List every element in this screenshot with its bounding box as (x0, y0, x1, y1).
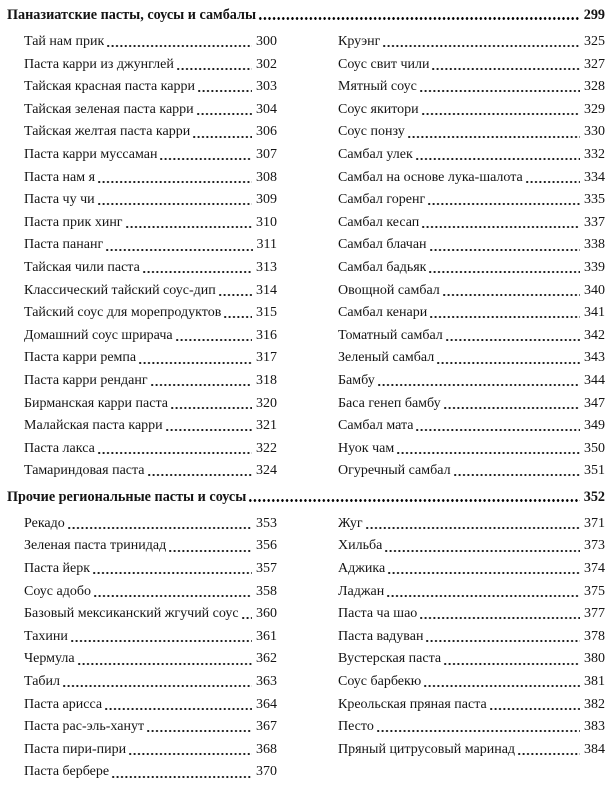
dot-leader (128, 739, 252, 762)
toc-entry-title: Базовый мексиканский жгучий соус (24, 606, 239, 622)
dot-leader (396, 438, 580, 461)
toc-entry-title: Самбал блачан (338, 237, 427, 253)
dot-leader (165, 415, 252, 438)
dot-leader (386, 581, 580, 604)
toc-entry[interactable] (338, 167, 605, 190)
toc-entry[interactable] (24, 716, 277, 739)
toc-column-left (24, 513, 277, 784)
toc-entry-title: Самбал улек (338, 146, 413, 162)
dot-leader (67, 513, 252, 536)
toc-entry-title: Мятный соус (338, 79, 417, 95)
toc-entry-title: Тайский соус для морепродуктов (24, 305, 222, 321)
toc-entry[interactable] (24, 302, 277, 325)
dot-leader (377, 370, 580, 393)
dot-leader (517, 739, 580, 762)
toc-entry-title: Песто (338, 719, 374, 735)
toc-columns (7, 513, 605, 784)
toc-entry-title: Домашний соус шрирача (24, 327, 173, 343)
toc-entry[interactable] (338, 694, 605, 717)
toc-entry[interactable] (24, 535, 277, 558)
toc-entry-title: Тамариндовая паста (24, 463, 145, 479)
toc-entry[interactable] (338, 189, 605, 212)
toc-entry[interactable] (24, 121, 277, 144)
toc-entry[interactable] (338, 393, 605, 416)
dot-leader (111, 761, 252, 784)
dot-leader (97, 189, 252, 212)
toc-entry-title: Рекадо (24, 515, 65, 531)
toc-entry-page: 343 (584, 350, 605, 366)
toc-entry[interactable] (338, 671, 605, 694)
toc-entry[interactable] (24, 167, 277, 190)
toc-entry-title: Зеленая паста тринидад (24, 538, 167, 554)
toc-entry[interactable] (338, 347, 605, 370)
toc-entry-title: Соус барбекю (338, 674, 422, 690)
toc-entry-page: 358 (256, 583, 277, 599)
toc-entry-title: Пряный цитрусовый маринад (338, 741, 516, 757)
toc-column-right (338, 31, 605, 483)
dot-leader (97, 438, 252, 461)
toc-section-page: 299 (583, 7, 605, 23)
toc-entry-page: 373 (584, 538, 605, 554)
dot-leader (436, 347, 580, 370)
toc-entry-page: 367 (256, 719, 277, 735)
toc-entry[interactable] (24, 739, 277, 762)
dot-leader (93, 581, 252, 604)
toc-entry-page: 370 (256, 764, 277, 780)
toc-entry[interactable] (338, 370, 605, 393)
dot-leader (428, 257, 580, 280)
toc-entry[interactable] (338, 648, 605, 671)
dot-leader (453, 460, 580, 483)
toc-entry-page: 362 (256, 651, 277, 667)
toc-entry[interactable] (24, 54, 277, 77)
toc-entry-title: Паста лакса (24, 440, 95, 456)
toc-entry-title: Паста пананг (24, 237, 104, 253)
dot-leader (421, 212, 580, 235)
toc-entry[interactable] (338, 415, 605, 438)
dot-leader (248, 485, 579, 509)
toc-entry-page: 308 (256, 169, 277, 185)
toc-entry-page: 310 (256, 214, 277, 230)
toc-entry-title: Тайская зеленая паста карри (24, 101, 194, 117)
toc-entry[interactable] (338, 603, 605, 626)
dot-leader (170, 393, 252, 416)
toc-entry-title: Тайская чили паста (24, 259, 140, 275)
toc-entry-title: Бирманская карри паста (24, 395, 168, 411)
toc-entry[interactable] (24, 370, 277, 393)
toc-entry-page: 324 (256, 463, 277, 479)
toc-entry-page: 361 (256, 628, 277, 644)
toc-entry-title: Паста вадуван (338, 628, 424, 644)
dot-leader (382, 31, 580, 54)
dot-leader (431, 54, 580, 77)
toc-section-header[interactable] (7, 3, 605, 27)
toc-entry-page: 349 (584, 418, 605, 434)
toc-entry-title: Паста карри муссаман (24, 146, 158, 162)
toc-entry[interactable] (338, 558, 605, 581)
dot-leader (150, 370, 252, 393)
toc-section (7, 3, 605, 483)
toc-entry-title: Самбал горенг (338, 192, 426, 208)
toc-entry-title: Соус свит чили (338, 56, 430, 72)
toc-entry-page: 341 (584, 305, 605, 321)
dot-leader (429, 302, 580, 325)
toc-entry-title: Чермула (24, 651, 75, 667)
toc-entry-title: Нуок чам (338, 440, 395, 456)
toc-entry[interactable] (24, 671, 277, 694)
toc-entry[interactable] (338, 99, 605, 122)
toc-entry-page: 314 (256, 282, 277, 298)
toc-entry-page: 347 (584, 395, 605, 411)
dot-leader (146, 716, 252, 739)
dot-leader (175, 325, 252, 348)
dot-leader (407, 121, 580, 144)
toc-entry-page: 344 (584, 372, 605, 388)
toc-entry-page: 360 (256, 606, 277, 622)
dot-leader (147, 460, 252, 483)
toc-entry[interactable] (338, 54, 605, 77)
toc-entry-title: Тахини (24, 628, 68, 644)
dot-leader (365, 513, 580, 536)
toc-entry[interactable] (24, 99, 277, 122)
dot-leader (106, 31, 252, 54)
toc-entry-page: 322 (256, 440, 277, 456)
toc-entry-title: Тай нам прик (24, 34, 105, 49)
dot-leader (427, 189, 580, 212)
toc-entry-page: 306 (256, 124, 277, 140)
toc-entry-page: 380 (584, 651, 605, 667)
toc-entry[interactable] (24, 415, 277, 438)
dot-leader (241, 603, 252, 626)
toc-entry-title: Аджика (338, 561, 386, 577)
toc-entry-page: 327 (584, 56, 605, 72)
dot-leader (384, 535, 580, 558)
toc-entry[interactable] (24, 144, 277, 167)
toc-entry[interactable] (24, 460, 277, 483)
toc-section (7, 485, 605, 784)
toc-entry[interactable] (24, 325, 277, 348)
dot-leader (104, 694, 252, 717)
toc-entry-page: 334 (584, 169, 605, 185)
toc-entry-title: Самбал мата (338, 418, 414, 434)
dot-leader (442, 280, 580, 303)
dot-leader (387, 558, 580, 581)
toc-entry-title: Малайская паста карри (24, 418, 163, 434)
dot-leader (415, 144, 580, 167)
toc-entry-title: Паста йерк (24, 561, 91, 577)
toc-entry[interactable] (24, 581, 277, 604)
toc-entry-title: Бамбу (338, 372, 375, 388)
dot-leader (223, 302, 252, 325)
toc-entry-page: 353 (256, 515, 277, 531)
toc-entry-title: Огуречный самбал (338, 463, 451, 479)
toc-entry[interactable] (338, 581, 605, 604)
toc-entry[interactable] (24, 438, 277, 461)
dot-leader (421, 99, 580, 122)
toc-entry-title: Тайская красная паста карри (24, 79, 195, 95)
toc-entry[interactable] (24, 648, 277, 671)
toc-entry-page: 335 (584, 192, 605, 208)
toc-columns (7, 31, 605, 483)
dot-leader (425, 626, 580, 649)
toc-entry-title: Табил (24, 674, 61, 690)
dot-leader (489, 694, 580, 717)
dot-leader (443, 393, 580, 416)
toc-entry[interactable] (24, 280, 277, 303)
toc-entry-page: 307 (256, 146, 277, 162)
toc-entry-page: 338 (584, 237, 605, 253)
toc-entry-page: 364 (256, 696, 277, 712)
toc-entry-page: 309 (256, 192, 277, 208)
dot-leader (138, 347, 252, 370)
dot-leader (443, 648, 580, 671)
dot-leader (415, 415, 580, 438)
toc-entry[interactable] (338, 76, 605, 99)
dot-leader (218, 280, 252, 303)
toc-entry-title: Паста карри из джунглей (24, 56, 174, 72)
toc-entry-page: 321 (256, 418, 277, 434)
toc-entry-title: Паста карри ремпа (24, 350, 137, 366)
toc-entry[interactable] (338, 460, 605, 483)
toc-entry[interactable] (338, 535, 605, 558)
toc-entry-page: 342 (584, 327, 605, 343)
toc-entry-title: Самбал кесап (338, 214, 420, 230)
toc-entry-page: 357 (256, 561, 277, 577)
toc-entry[interactable] (24, 189, 277, 212)
dot-leader (159, 144, 252, 167)
toc-entry-title: Круэнг (338, 34, 381, 49)
toc-entry-title: Самбал на основе лука-шалота (338, 169, 523, 185)
toc-entry-title: Паста рас-эль-ханут (24, 719, 145, 735)
toc-entry-title: Соус адобо (24, 583, 91, 599)
toc-entry-title: Паста арисса (24, 696, 103, 712)
toc-entry-page: 339 (584, 259, 605, 275)
toc-entry-title: Паста чу чи (24, 192, 95, 208)
toc-entry[interactable] (24, 234, 277, 257)
toc-column-right (338, 513, 605, 784)
dot-leader (105, 234, 252, 257)
toc-entry-page: 320 (256, 395, 277, 411)
toc-entry-page: 328 (584, 79, 605, 95)
toc-entry[interactable] (338, 144, 605, 167)
toc-entry[interactable] (338, 31, 605, 54)
toc-entry[interactable] (338, 302, 605, 325)
toc-entry[interactable] (24, 212, 277, 235)
toc-entry-title: Соус понзу (338, 124, 405, 140)
toc-entry[interactable] (338, 234, 605, 257)
toc-entry[interactable] (24, 603, 277, 626)
toc-entry-page: 315 (256, 305, 277, 321)
toc-entry[interactable] (338, 716, 605, 739)
dot-leader (142, 257, 252, 280)
toc-entry[interactable] (338, 257, 605, 280)
toc-section-page: 352 (583, 488, 605, 505)
toc-entry[interactable] (24, 31, 277, 54)
toc-section-title: Прочие региональные пасты и соусы (7, 488, 247, 505)
toc-column-left (24, 31, 277, 483)
toc-entry-title: Паста карри ренданг (24, 372, 148, 388)
dot-leader (192, 121, 252, 144)
toc-entry[interactable] (338, 513, 605, 536)
dot-leader (176, 54, 252, 77)
toc-entry-title: Жуг (338, 515, 363, 531)
toc-entry-page: 330 (584, 124, 605, 140)
toc-entry-title: Овощной самбал (338, 282, 440, 298)
toc-entry-page: 350 (584, 440, 605, 456)
toc-entry-page: 317 (256, 350, 277, 366)
toc-section-title: Паназиатские пасты, соусы и самбалы (7, 7, 257, 23)
dot-leader (423, 671, 580, 694)
dot-leader (196, 99, 252, 122)
dot-leader (125, 212, 252, 235)
toc-entry-title: Самбал бадьяк (338, 259, 427, 275)
toc-entry-page: 381 (584, 674, 605, 690)
toc-entry[interactable] (24, 393, 277, 416)
toc-entry-title: Ладжан (338, 583, 385, 599)
toc-entry-page: 337 (584, 214, 605, 230)
toc-entry-page: 375 (584, 583, 605, 599)
dot-leader (62, 671, 252, 694)
dot-leader (525, 167, 580, 190)
toc-entry-page: 371 (584, 515, 605, 531)
toc-entry-page: 302 (256, 56, 277, 72)
toc-entry-title: Самбал кенари (338, 305, 428, 321)
toc-entry-page: 363 (256, 674, 277, 690)
dot-leader (70, 626, 252, 649)
toc-entry-page: 378 (584, 628, 605, 644)
toc-entry[interactable] (24, 761, 277, 784)
toc-entry-page: 383 (584, 719, 605, 735)
toc-entry-page: 325 (584, 34, 605, 49)
toc-entry[interactable] (338, 212, 605, 235)
toc-entry-title: Томатный самбал (338, 327, 443, 343)
toc-entry-page: 303 (256, 79, 277, 95)
dot-leader (376, 716, 580, 739)
dot-leader (429, 234, 580, 257)
toc-entry-page: 318 (256, 372, 277, 388)
toc-entry[interactable] (338, 626, 605, 649)
toc-entry[interactable] (24, 558, 277, 581)
dot-leader (258, 3, 580, 27)
toc-section-header[interactable] (7, 485, 605, 509)
toc-entry-page: 316 (256, 327, 277, 343)
toc-entry-title: Зеленый самбал (338, 350, 435, 366)
toc-entry-page: 313 (256, 259, 277, 275)
toc-entry-page: 382 (584, 696, 605, 712)
toc-entry[interactable] (338, 325, 605, 348)
toc-entry-title: Хильба (338, 538, 383, 554)
toc-entry-page: 332 (584, 146, 605, 162)
toc-entry-title: Вустерская паста (338, 651, 442, 667)
toc-entry[interactable] (24, 257, 277, 280)
toc-entry-page: 329 (584, 101, 605, 117)
toc-entry-title: Тайская желтая паста карри (24, 124, 191, 140)
toc-entry-page: 356 (256, 538, 277, 554)
dot-leader (97, 167, 252, 190)
toc-entry-page: 384 (584, 741, 605, 757)
toc-entry-page: 368 (256, 741, 277, 757)
toc-entry-title: Паста пири-пири (24, 741, 127, 757)
toc-entry-title: Паста бербере (24, 764, 110, 780)
dot-leader (419, 603, 580, 626)
toc-entry-title: Соус якитори (338, 101, 419, 117)
toc-entry-page: 311 (256, 237, 277, 253)
toc-entry[interactable] (338, 121, 605, 144)
toc-entry[interactable] (338, 280, 605, 303)
dot-leader (419, 76, 580, 99)
toc-entry[interactable] (24, 513, 277, 536)
dot-leader (197, 76, 252, 99)
toc-entry-title: Классический тайский соус-дип (24, 282, 216, 298)
toc-entry[interactable] (338, 438, 605, 461)
toc-entry-title: Паста нам я (24, 169, 96, 185)
toc-entry[interactable] (24, 76, 277, 99)
toc-entry[interactable] (24, 347, 277, 370)
toc-entry-page: 304 (256, 101, 277, 117)
dot-leader (445, 325, 580, 348)
dot-leader (92, 558, 252, 581)
toc-entry-page: 300 (256, 34, 277, 49)
toc-entry[interactable] (24, 694, 277, 717)
toc-entry[interactable] (24, 626, 277, 649)
toc-entry-page: 377 (584, 606, 605, 622)
toc-entry-page: 351 (584, 463, 605, 479)
toc-entry-page: 374 (584, 561, 605, 577)
toc-entry-title: Паста ча шао (338, 606, 418, 622)
toc-entry-title: Баса генеп бамбу (338, 395, 441, 411)
toc-entry-page: 340 (584, 282, 605, 298)
dot-leader (77, 648, 252, 671)
toc-entry-title: Креольская пряная паста (338, 696, 487, 712)
toc-entry-title: Паста прик хинг (24, 214, 123, 230)
dot-leader (168, 535, 252, 558)
toc-entry[interactable] (338, 739, 605, 762)
